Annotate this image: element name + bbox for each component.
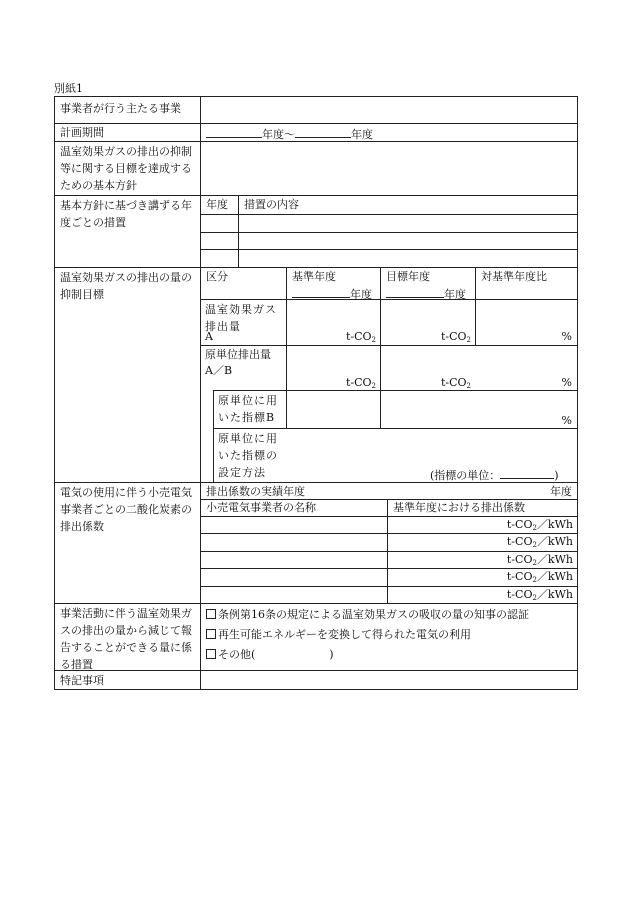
emission-target-unit: $t-CO_2$ — [440, 330, 471, 344]
plan-form-table — [54, 96, 578, 690]
target-col-category: 区分 — [206, 270, 228, 283]
offset-label: 事業活動に伴う温室効果ガスの排出の量から減じて報告することができる量に係る措置 — [60, 607, 192, 671]
unit-target-unit: $t-CO_2$ — [440, 376, 471, 390]
emission-base-unit: $t-CO_2$ — [345, 330, 376, 344]
offset-option-renewable[interactable]: 再生可能エネルギーを変換して得られた電気の利用 — [206, 627, 471, 643]
plan-period-value[interactable]: 年度～ 年度 — [206, 124, 373, 143]
electricity-col-coef: 基準年度における排出係数 — [393, 501, 525, 514]
electricity-col-name: 小売電気事業者の名称 — [206, 501, 316, 514]
coef-unit-4: $t-CO_2/kWh$ — [506, 570, 573, 584]
target-col-ratio: 対基準年度比 — [481, 270, 547, 283]
measures-label: 基本方針に基づき講ずる年度ごとの措置 — [60, 199, 192, 229]
plan-period-label: 計画期間 — [60, 126, 104, 139]
coef-unit-3: $t-CO_2/kWh$ — [506, 553, 573, 567]
checkbox-icon[interactable] — [206, 629, 216, 639]
checkbox-icon[interactable] — [206, 649, 216, 659]
indicator-unit-field[interactable]: (指標の単位： ) — [430, 465, 559, 484]
target-row-emission-symbol: A — [205, 330, 213, 343]
offset-option-certification[interactable]: 条例第16条の規定による温室効果ガスの吸収の量の知事の認証 — [206, 607, 529, 623]
indicator-ratio-percent: % — [561, 414, 572, 427]
target-row-unit-symbol: A／B — [205, 364, 233, 377]
coef-unit-5: $t-CO_2/kWh$ — [506, 588, 573, 602]
checkbox-icon[interactable] — [206, 609, 216, 619]
coef-unit-2: $t-CO_2/kWh$ — [506, 535, 573, 549]
sheet-label: 別紙1 — [54, 82, 83, 95]
target-row-unit-emission: 原単位排出量 — [205, 348, 271, 361]
emission-ratio-percent: % — [561, 330, 572, 343]
electricity-label: 電気の使用に伴う小売電気事業者ごとの二酸化炭素の排出係数 — [60, 486, 192, 533]
special-notes-label: 特記事項 — [60, 674, 104, 687]
unit-base-unit: $t-CO_2$ — [345, 376, 376, 390]
main-business-label: 事業者が行う主たる事業 — [60, 102, 181, 115]
target-row-emission: 温室効果ガス排出量 — [205, 303, 277, 333]
target-col-target-year: 目標年度 — [386, 270, 430, 283]
coef-unit-1: $t-CO_2/kWh$ — [506, 518, 573, 532]
offset-option-other[interactable]: その他( ) — [206, 647, 334, 663]
target-target-year-value[interactable]: 年度 — [386, 284, 466, 303]
target-col-base-year: 基準年度 — [292, 270, 336, 283]
target-row-method: 原単位に用いた指標の設定方法 — [218, 432, 278, 479]
target-row-indicator: 原単位に用いた指標B — [218, 394, 278, 424]
electricity-actual-year: 排出係数の実績年度 — [206, 485, 305, 498]
measures-col-year: 年度 — [206, 198, 228, 211]
reduction-target-label: 温室効果ガスの排出の量の抑制目標 — [60, 271, 192, 301]
measures-col-content: 措置の内容 — [244, 198, 299, 211]
electricity-actual-year-suffix: 年度 — [550, 485, 572, 498]
basic-policy-label: 温室効果ガスの排出の抑制等に関する目標を達成するための基本方針 — [60, 145, 192, 192]
unit-ratio-percent: % — [561, 376, 572, 389]
target-base-year-value[interactable]: 年度 — [292, 284, 372, 303]
